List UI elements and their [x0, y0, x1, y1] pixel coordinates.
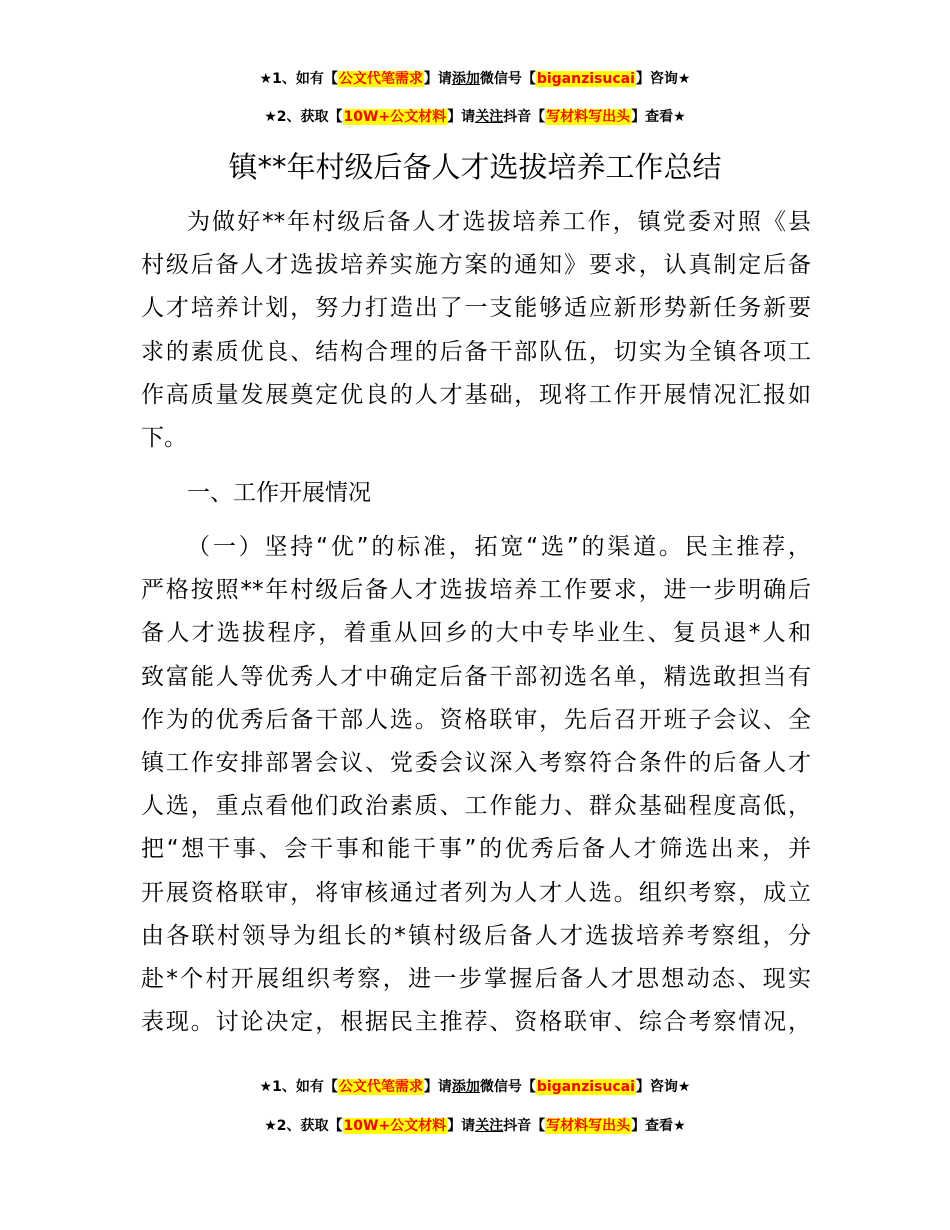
paragraph-line: 下。	[141, 424, 187, 451]
footer-banner-line-2	[0, 1116, 950, 1136]
banner-text: 】请	[423, 1079, 452, 1095]
banner-text: 】查看★	[631, 109, 686, 125]
banner-text: ★1、如有【	[259, 1079, 338, 1095]
banner-text: 】请	[447, 109, 476, 125]
paragraph-line: 表现。讨论决定，根据民主推荐、资格联审、综合考察情况，	[141, 1009, 811, 1036]
banner-highlight-douyin: 写材料写出头	[546, 1118, 631, 1134]
paragraph-line: 为做好**年村级后备人才选拔培养工作，镇党委对照《县	[187, 209, 811, 235]
paragraph-line: 人才培养计划，努力打造出了一支能够适应新形势新任务新要	[141, 295, 811, 322]
banner-highlight-wechat-id: biganzisucai	[536, 71, 635, 87]
paragraph-line: 求的素质优良、结构合理的后备干部队伍，切实为全镇各项工	[141, 338, 811, 365]
banner-highlight-wechat-id: biganzisucai	[536, 1079, 635, 1095]
paragraph-line: 由各联村领导为组长的*镇村级后备人才选拔培养考察组，分	[141, 922, 811, 949]
banner-text: 】请	[447, 1118, 476, 1134]
paragraph-line: 镇工作安排部署会议、党委会议深入考察符合条件的后备人才	[141, 749, 811, 776]
banner-highlight-douyin: 写材料写出头	[546, 109, 631, 125]
paragraph-line: 人选，重点看他们政治素质、工作能力、群众基础程度高低，	[141, 793, 811, 820]
banner-text: ★2、获取【	[264, 109, 343, 125]
banner-text: ★1、如有【	[259, 71, 338, 87]
paragraph-line: 开展资格联审，将审核通过者列为人才人选。组织考察，成立	[141, 879, 811, 906]
paragraph-line: 严格按照**年村级后备人才选拔培养工作要求，进一步明确后	[141, 577, 811, 604]
banner-text: 】查看★	[631, 1118, 686, 1134]
document-title: 镇**年村级后备人才选拔培养工作总结	[228, 150, 722, 184]
paragraph-line: 赴*个村开展组织考察，进一步掌握后备人才思想动态、现实	[141, 965, 811, 992]
banner-emphasis: 关注	[475, 109, 504, 125]
banner-highlight-service: 公文代笔需求	[338, 71, 423, 87]
banner-emphasis: 关注	[475, 1118, 504, 1134]
banner-highlight-service: 公文代笔需求	[338, 1079, 423, 1095]
banner-text: ★2、获取【	[264, 1118, 343, 1134]
paragraph-line: 把“想干事、会干事和能干事”的优秀后备人才筛选出来，并	[141, 836, 811, 863]
banner-text: 微信号【	[479, 1079, 536, 1095]
section1-paragraph	[141, 526, 811, 1044]
banner-text: 】请	[423, 71, 452, 87]
paragraph-line: （一）坚持“优”的标准，拓宽“选”的渠道。民主推荐，	[187, 534, 811, 560]
paragraph-line: 致富能人等优秀人才中确定后备干部初选名单，精选敢担当有	[141, 663, 811, 690]
section-heading	[141, 472, 811, 515]
banner-text: 抖音【	[503, 1118, 546, 1134]
banner-highlight-materials: 10W+公文材料	[343, 1118, 447, 1134]
paragraph-line: 村级后备人才选拔培养实施方案的通知》要求，认真制定后备	[141, 252, 811, 279]
header-banner-line-2	[0, 107, 950, 127]
paragraph-line: 备人才选拔程序，着重从回乡的大中专毕业生、复员退*人和	[141, 620, 811, 647]
banner-emphasis: 添加	[451, 1079, 480, 1095]
header-banner-line-1	[0, 69, 950, 89]
paragraph-line: 作高质量发展奠定优良的人才基础，现将工作开展情况汇报如	[141, 381, 811, 408]
paragraph-line: 作为的优秀后备干部人选。资格联审，先后召开班子会议、全	[141, 706, 811, 733]
intro-paragraph	[141, 201, 811, 460]
footer-banner-line-1	[0, 1077, 950, 1097]
banner-text: 抖音【	[503, 109, 546, 125]
banner-text: 微信号【	[479, 71, 536, 87]
section-heading-text: 一、工作开展情况	[187, 480, 371, 506]
banner-highlight-materials: 10W+公文材料	[343, 109, 447, 125]
banner-text: 】咨询★	[635, 71, 691, 87]
banner-emphasis: 添加	[451, 71, 480, 87]
banner-text: 】咨询★	[635, 1079, 691, 1095]
